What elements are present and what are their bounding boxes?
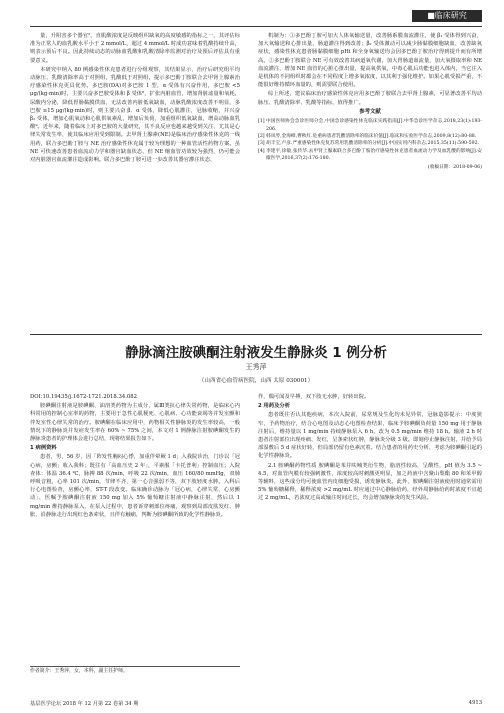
- body-right-column: [258, 393, 482, 693]
- article-affiliation: （山西省心血管病医院，山西 太原 030001）: [198, 378, 314, 384]
- paragraph: 量，升阻害多个器官²，直肌酸浓度是反映组织缺氧的高度敏感的指标之一，其评估标准为正常人的血乳酸水平小于 2 mmol/L，超过 4 mmol/L 时成功意味着乳酸持续升高，则表示预后不良。因此持续动态的动脉血乳酸和乳酸清除率监测对治疗及预后评估具有重要意义。: [30, 33, 240, 64]
- paragraph: 机制为：①多巴酚丁胺可加大人体氧输送量，改善肠系膜血流灌注，使 β₁ 受体得到兴奋，加大氧输送和心排出量，肠道灌注得到改善；β₂ 受体激动可以减少肠黏膜细胞缺血，改善缺氧症状，感染性休克患者肠黏膜细胞 pHi 和全身氧输送均会因多巴酚丁胺治疗得到提升而有所增高。②多巴酚丁胺联合 NE 可有效改善其病道氧代谢，加大胃肠道血流量，加大氧摄取率和 NE 血流灌注，增加 NE 血管的心脏心排出量，提高氧供氧，中毒心肌后功能也进入体内，当它注入是机体的不同组织时都会在不同程度上增多氧浓度，以其利于强化维护。如果心肌受损严重，不能很好维持循环血量的，则需要联合使用。: [258, 33, 482, 89]
- references-heading: 参考文献: [359, 108, 381, 115]
- intro-paragraph: 胺碘酮注射液是胺碘酮、油溶类药物为主成分，属Ⅲ类抗心律失常药物，是临床心内科常用的控制心室率的药物，主要用于急性心肌梗死、心肌病、心功能衰竭等并发室颤和伴发室性心律失常的治疗。胺碘酮在临床应用中，药物相关性静脉炎的发生率较高，一般情况下的静脉炎并发症发生率在 60% ~ 75% 之间，本文对 1 例静脉注射胺碘酮发生的静脉炎患者的护理体会进行总结，现将结果报告如下。: [30, 403, 240, 443]
- reference-item: [3] 胡丰宝,卢彦.严重感染性休克复苏常用乳酸清除率的分析[J].中国实用内科杂志,2015,35(11):590-592.: [258, 141, 480, 147]
- footnote: [30, 668, 240, 675]
- article-title: 静脉滴注胺碘酮注射液发生静脉炎 1 例分析: [125, 345, 387, 361]
- body-left-column: [30, 393, 240, 665]
- top-right-column: [258, 32, 482, 171]
- top-left-column: [30, 32, 240, 165]
- page-footer: [30, 700, 482, 707]
- references: [258, 109, 482, 171]
- paragraph: 作，偶可闻及早搏，双下肢无水肿，好转出院。: [258, 394, 370, 400]
- author-bio: 作者简介：王秀萍，女，本科，副主任护师。: [30, 668, 128, 674]
- section-heading-1: 1 病例资料: [30, 445, 57, 452]
- analysis-paragraph: 患者既往否认其他疾病，本次入院前，尿常规及生化均未见异常，冠脉造影提示：中度狭窄，予药物治疗，结合心电图及动态心电图检查结果，临床予胺碘酮负荷量 150 mg 用于静脉注射后，维持量以 1 mg/min 持续静脉泵入 6 h，改为 0.5 mg/min 维持 18 h。输液 2 h 时患者注射部位出现疼痛、发红，呈条索状红肿，静脉炎分级 3 级。即刻停止静脉注射，并给予局部湿敷后 5 d 症状好转，但局部仍留有色素沉着。结合患者的用药史分析，考虑为胺碘酮引起的化学性静脉炎。: [258, 412, 482, 460]
- received-date: (收稿日期：2018-09-06): [427, 164, 482, 170]
- article-author: 王秀萍: [245, 363, 267, 371]
- header-rule: [30, 26, 482, 27]
- reference-item: [1] 中国医师协会急诊医师分会,中国急诊感染性休克临床实践指南[J].中华急诊医学杂志,2018,23(1):193-206.: [258, 119, 482, 132]
- paragraph: 综上所述，建议临床治疗感染性休克应用多巴酚丁胺联合去甲肾上腺素，可显著改善平均动脉压、乳酸清除率、乳酸等指标，值得推广。: [258, 91, 482, 106]
- footnote-rule: [30, 666, 240, 667]
- section-divider: [30, 334, 482, 335]
- reference-item: [2] 韩凤琴,金海峰,曹秋红.危重病患者乳酸清除率的临床价值[J].临床和实验医学杂志,2009,8(12):80-88.: [258, 134, 477, 140]
- section-header-label: ■临床研究: [412, 10, 482, 22]
- journal-info: 基层医学论坛 2018 年 12 月第 22 卷第 34 期: [30, 701, 139, 707]
- doi: DOI:10.19435/j.1672-1721.2018.34.082: [30, 394, 137, 400]
- reference-item: [4] 李建平,徐敏,张传华.去甲肾上腺素联合多巴酚丁胺治疗感染性休克患者血流动力学及血乳酸的影响[J].安徽医学,2016,37(2):176-180.: [258, 148, 482, 162]
- paragraph: 本研究中纳入 80 例感染性休克患者进行分组观察，其结果显示，治疗后研究组平均动脉压、乳酸清除率高于对照组，乳酸低于对照组，提示多巴酚丁胺联合去甲肾上腺素治疗感染性休克更具优势。多巴胺(DA)对多巴胺 1 型，α 受体有兴奋作用，多巴胺 <5 μg/(kg·min)时，主要兴奋多巴胺受体和 β 受体⁸，扩张内脏血管，增加肾脏滤量和氧耗，尿酸内分泌，降低胃肠黏膜供血，无法改善内脏低氧缺血，动脉乳酸浓度改善不明显，多巴胺 ≥15 μg/(kg·min)时，则主要兴奋 β、α 受体，降低心肌灌注，冠脉收缩，并兴奋 β₁ 受体，增加心肌氧动和心肌供氧素乱，增加后负荷，加重组织低氧缺血，增高动脉血乳酸⁹。近年来，随着临床上对多巴胺的大量研究，其不良反应也越来越受到关注，尤其是心律失常发生率，使其临床应用受到限制。去甲肾上腺素(NE)是临床治疗感染性休克的一线用药，联合多巴酚丁胺与 NE 治疗感染性休克属于较为理想的一种血管活性药物方案。虽 NE 可快速改善患者血流动力学和器官缺血状态，但 NE 缩血管功效较为强烈，仍可能会对内脏器官血流灌注造成影响。联合多巴酚丁胺可进一步改善其器官灌注状态，: [30, 66, 240, 164]
- page-number: 4913: [468, 700, 482, 706]
- case-paragraph: 患者，男，56 岁，因「阵发性胸闷心悸，加重伴晕厥 1 d」入我院诊治，门诊以「冠心病，房颤」收入我科；既往有「高血压史 2 年」，平素服「卡托普利」控制血压；入院查体：体温 36.4 ℃，脉搏 88 次/min，呼吸 22 次/min，血压 160/80 mmHg，双肺呼吸音粗，心率 101 次/min，节律不齐，第一心音强弱不等，双下肢轻度水肿。入科后行心电图检查，房颤心率，ST-T 段改变。临床确诊动脉为「冠心病，心律失常，心房颤动」，医嘱予胺碘酮注射液 150 mg 加入 5% 葡萄糖注射液中静脉注射，然后以 1 mg/min 维持静脉泵入，在泵入过程中，患者诉穿刺部位疼痛，观察到局部皮肤发红、肿胀，沿静脉走行出现红色条索状，且伴有触痛，判断为胺碘酮所致的化学性静脉炎。: [30, 454, 240, 518]
- section-heading-2: 2 用药及分析: [258, 403, 291, 410]
- subsection-paragraph: 2.1 胺碘酮药物性质 胺碘酮是苯并呋喃类衍生物，脂溶性较高，呈酸性，pH 值为 3.5 ~ 4.5，对血管内膜有较强刺激性，浓度较高时刺激更明显，加之药液中含聚山梨酯 80 和苯甲醇等辅料，这些成分均可使血管内皮细胞受损，诱发静脉炎。此外，胺碘酮注射液使用时通常需用 5% 葡萄糖稀释，稀释浓度 >2 mg/mL 时应通过中心静脉给药，经外周静脉给药时浓度不宜超过 2 mg/mL，若浓度过高或输注时间过长，均会增加静脉炎的发生风险。: [258, 462, 482, 502]
